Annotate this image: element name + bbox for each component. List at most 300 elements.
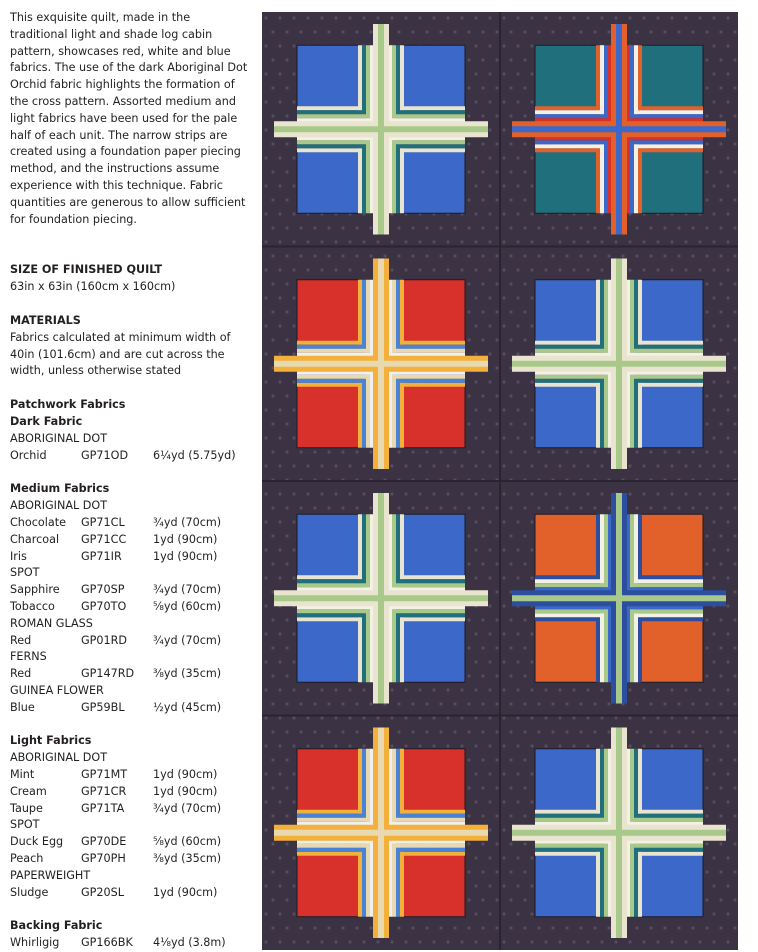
fabric-dot (502, 156, 505, 159)
fabric-dot (684, 744, 687, 747)
fabric-dot (418, 940, 421, 943)
fabric-dot (418, 268, 421, 271)
log-strip (400, 106, 465, 110)
fabric-dot (481, 646, 484, 649)
fabric-dot (271, 926, 274, 929)
fabric-row (10, 515, 250, 532)
fabric-dot (264, 604, 267, 607)
fabric-dot (502, 548, 505, 551)
fabric-dot (712, 688, 715, 691)
fabric-dot (292, 716, 295, 719)
fabric-dot (271, 814, 274, 817)
fabric-dot (467, 422, 470, 425)
fabric-dot (285, 898, 288, 901)
fabric-dot (481, 814, 484, 817)
fabric-dot (691, 450, 694, 453)
fabric-dot (726, 744, 729, 747)
log-strip (297, 617, 362, 621)
log-strip (535, 106, 600, 110)
fabric-dot (726, 16, 729, 19)
log-strip (638, 341, 703, 345)
log-cabin-center (641, 620, 703, 682)
fabric-dot (495, 870, 498, 873)
fabric-dot (271, 842, 274, 845)
fabric-dot (292, 744, 295, 747)
fabric-dot (733, 226, 736, 229)
fabric-dot (467, 814, 470, 817)
fabric-dot (530, 352, 533, 355)
fabric-dot (502, 184, 505, 187)
log-cabin-center (641, 45, 703, 107)
fabric-dot (719, 254, 722, 257)
fabric-dot (523, 926, 526, 929)
fabric-dot (495, 422, 498, 425)
log-strip (400, 383, 465, 387)
fabric-dot (712, 464, 715, 467)
fabric-dot (523, 674, 526, 677)
fabric-dot (320, 240, 323, 243)
fabric-dot (530, 72, 533, 75)
fabric-dot (726, 604, 729, 607)
fabric-dot (355, 450, 358, 453)
fabric-dot (656, 688, 659, 691)
fabric-dot (292, 408, 295, 411)
fabric-dot (474, 72, 477, 75)
fabric-dot (285, 562, 288, 565)
log-strip (400, 280, 404, 345)
fabric-dot (516, 856, 519, 859)
log-strip (638, 45, 642, 110)
fabric-dot (474, 296, 477, 299)
fabric-dot (320, 16, 323, 19)
fabric-dot (474, 380, 477, 383)
fabric-dot (285, 450, 288, 453)
fabric-dot (488, 240, 491, 243)
fabric-dot (649, 450, 652, 453)
fabric-dot (467, 506, 470, 509)
fabric-dot (698, 492, 701, 495)
log-strip (358, 280, 362, 345)
fabric-dot (635, 926, 638, 929)
fabric-dot (292, 212, 295, 215)
fabric-dot (425, 926, 428, 929)
log-strip (400, 514, 404, 579)
fabric-dot (453, 226, 456, 229)
fabric-dot (516, 632, 519, 635)
fabric-dot (467, 450, 470, 453)
log-strip (392, 514, 396, 587)
fabric-dot (621, 254, 624, 257)
log-strip (400, 617, 465, 621)
fabric-dot (320, 492, 323, 495)
fabric-dot (593, 226, 596, 229)
log-strip (392, 749, 396, 822)
fabric-dot (530, 772, 533, 775)
fabric-dot (712, 436, 715, 439)
fabric-dot (348, 16, 351, 19)
log-strip (400, 617, 404, 682)
log-strip (535, 852, 600, 856)
fabric-dot (663, 226, 666, 229)
fabric-dot (467, 254, 470, 257)
fabric-dot (278, 940, 281, 943)
fabric-dot (418, 492, 421, 495)
fabric-dot (299, 506, 302, 509)
fabric-dot (712, 800, 715, 803)
fabric-dot (586, 940, 589, 943)
fabric-dot (551, 506, 554, 509)
log-strip (634, 848, 638, 917)
fabric-dot (502, 688, 505, 691)
fabric-dot (481, 394, 484, 397)
fabric-dot (432, 940, 435, 943)
fabric-dot (523, 254, 526, 257)
fabric-dot (607, 254, 610, 257)
fabric-dot (572, 744, 575, 747)
fabric-dot (446, 492, 449, 495)
fabric-quantity: 6¼yd (5.75yd) (153, 448, 236, 462)
fabric-dot (264, 100, 267, 103)
fabric-dot (495, 338, 498, 341)
fabric-dot (530, 940, 533, 943)
fabric-dot (726, 436, 729, 439)
fabric-dot (453, 450, 456, 453)
fabric-dot (467, 674, 470, 677)
fabric-dot (467, 534, 470, 537)
fabric-dot (530, 856, 533, 859)
log-strip (630, 844, 703, 848)
log-strip (604, 514, 608, 587)
fabric-dot (474, 436, 477, 439)
fabric-dot (278, 268, 281, 271)
fabric-dot (502, 884, 505, 887)
fabric-dot (614, 16, 617, 19)
fabric-dot (530, 436, 533, 439)
fabric-dot (733, 730, 736, 733)
fabric-dot (467, 646, 470, 649)
medium-heading: Medium Fabrics (10, 482, 110, 496)
fabric-dot (278, 240, 281, 243)
fabric-dot (726, 828, 729, 831)
fabric-dot (481, 198, 484, 201)
fabric-dot (341, 506, 344, 509)
fabric-dot (481, 702, 484, 705)
fabric-dot (698, 744, 701, 747)
cross-strip-horizontal (274, 361, 488, 367)
log-strip (535, 617, 600, 621)
fabric-dot (677, 30, 680, 33)
fabric-dot (600, 492, 603, 495)
fabric-dot (488, 436, 491, 439)
fabric-dot (502, 912, 505, 915)
fabric-dot (572, 940, 575, 943)
log-strip (297, 844, 370, 848)
fabric-quantity: 1yd (90cm) (153, 549, 218, 563)
fabric-dot (285, 506, 288, 509)
fabric-dot (677, 506, 680, 509)
log-strip (297, 148, 362, 152)
fabric-quantity: ¾yd (70cm) (153, 801, 222, 815)
fabric-group-name: SPOT (10, 566, 40, 580)
fabric-dot (733, 506, 736, 509)
log-strip (630, 375, 703, 379)
fabric-dot (292, 688, 295, 691)
fabric-dot (705, 786, 708, 789)
fabric-dot (488, 352, 491, 355)
fabric-dot (474, 156, 477, 159)
fabric-dot (677, 450, 680, 453)
fabric-dot (509, 254, 512, 257)
fabric-dot (516, 520, 519, 523)
fabric-dot (726, 576, 729, 579)
fabric-dot (726, 688, 729, 691)
fabric-dot (481, 226, 484, 229)
log-cabin-center (535, 749, 597, 811)
fabric-dot (313, 30, 316, 33)
fabric-dot (719, 702, 722, 705)
fabric-dot (516, 464, 519, 467)
fabric-dot (600, 744, 603, 747)
fabric-dot (264, 492, 267, 495)
fabric-dot (558, 240, 561, 243)
fabric-dot (705, 30, 708, 33)
fabric-dot (509, 422, 512, 425)
fabric-group-name: ABORIGINAL DOT (10, 431, 108, 445)
log-strip (400, 148, 404, 213)
fabric-dot (264, 296, 267, 299)
fabric-dot (733, 590, 736, 593)
fabric-dot (467, 142, 470, 145)
log-strip (297, 383, 362, 387)
fabric-dot (523, 226, 526, 229)
fabric-dot (488, 16, 491, 19)
fabric-dot (509, 898, 512, 901)
fabric-dot (488, 520, 491, 523)
fabric-code: GP59BL (81, 700, 125, 714)
log-strip (396, 613, 465, 617)
fabric-dot (348, 744, 351, 747)
fabric-dot (418, 464, 421, 467)
fabric-dot (502, 380, 505, 383)
fabric-dot (712, 16, 715, 19)
fabric-name: Charcoal (10, 532, 60, 546)
fabric-dot (495, 58, 498, 61)
fabric-dot (397, 254, 400, 257)
fabric-dot (509, 786, 512, 789)
fabric-dot (726, 184, 729, 187)
fabric-dot (670, 716, 673, 719)
fabric-dot (607, 730, 610, 733)
fabric-dot (432, 16, 435, 19)
fabric-dot (495, 142, 498, 145)
log-cabin-center (403, 280, 465, 342)
fabric-row (10, 885, 250, 902)
fabric-dot (481, 562, 484, 565)
fabric-dot (278, 380, 281, 383)
log-strip (634, 749, 638, 818)
log-strip (638, 617, 703, 621)
fabric-code: GP70DE (81, 835, 127, 849)
fabric-dot (516, 884, 519, 887)
fabric-dot (502, 352, 505, 355)
fabric-dot (488, 324, 491, 327)
fabric-dot (474, 492, 477, 495)
log-strip (535, 814, 604, 818)
fabric-dot (523, 58, 526, 61)
fabric-dot (313, 226, 316, 229)
log-cabin-center (297, 151, 359, 213)
fabric-dot (502, 800, 505, 803)
fabric-dot (474, 772, 477, 775)
fabric-code: GP70SP (81, 583, 125, 597)
fabric-dot (495, 86, 498, 89)
fabric-dot (516, 240, 519, 243)
fabric-dot (285, 842, 288, 845)
log-strip (596, 383, 600, 448)
fabric-dot (509, 338, 512, 341)
fabric-quantity: ⅜yd (35cm) (153, 852, 222, 866)
fabric-dot (348, 688, 351, 691)
size-heading: SIZE OF FINISHED QUILT (10, 263, 163, 277)
fabric-dot (656, 16, 659, 19)
fabric-dot (663, 254, 666, 257)
fabric-dot (418, 240, 421, 243)
fabric-dot (530, 576, 533, 579)
fabric-dot (551, 730, 554, 733)
log-strip (396, 144, 465, 148)
fabric-code: GP71TA (81, 801, 125, 815)
fabric-dot (481, 534, 484, 537)
log-strip (392, 609, 396, 682)
fabric-dot (516, 44, 519, 47)
fabric-dot (425, 702, 428, 705)
log-strip (297, 852, 362, 856)
log-strip (535, 379, 604, 383)
fabric-dot (733, 450, 736, 453)
fabric-row (10, 582, 250, 599)
fabric-dot (516, 576, 519, 579)
fabric-dot (509, 618, 512, 621)
fabric-dot (432, 492, 435, 495)
fabric-dot (362, 492, 365, 495)
fabric-dot (481, 758, 484, 761)
fabric-dot (509, 702, 512, 705)
fabric-name: Chocolate (10, 515, 66, 529)
fabric-dot (271, 254, 274, 257)
fabric-dot (544, 688, 547, 691)
fabric-dot (292, 156, 295, 159)
fabric-dot (292, 800, 295, 803)
fabric-dot (684, 940, 687, 943)
fabric-dot (719, 226, 722, 229)
fabric-dot (726, 912, 729, 915)
fabric-dot (278, 408, 281, 411)
fabric-dot (523, 702, 526, 705)
fabric-dot (292, 380, 295, 383)
fabric-dot (439, 926, 442, 929)
fabric-dot (327, 254, 330, 257)
fabric-dot (705, 450, 708, 453)
log-strip (392, 844, 396, 917)
fabric-dot (726, 128, 729, 131)
fabric-dot (726, 240, 729, 243)
log-strip (392, 140, 396, 213)
log-cabin-center (403, 514, 465, 576)
fabric-dot (733, 870, 736, 873)
fabric-dot (502, 296, 505, 299)
fabric-dot (565, 226, 568, 229)
fabric-dot (271, 142, 274, 145)
fabric-group-name: PAPERWEIGHT (10, 868, 91, 882)
fabric-dot (446, 268, 449, 271)
fabric-dot (691, 226, 694, 229)
log-strip (358, 45, 362, 110)
fabric-dot (264, 268, 267, 271)
log-strip (297, 341, 362, 345)
fabric-dot (712, 156, 715, 159)
fabric-dot (474, 884, 477, 887)
fabric-dot (467, 394, 470, 397)
fabric-dot (390, 940, 393, 943)
fabric-dot (593, 926, 596, 929)
log-strip (358, 148, 362, 213)
fabric-code: GP20SL (81, 885, 124, 899)
log-strip (297, 810, 362, 814)
fabric-dot (278, 156, 281, 159)
fabric-dot (600, 940, 603, 943)
fabric-dot (572, 268, 575, 271)
fabric-dot (495, 618, 498, 621)
log-strip (297, 818, 370, 822)
fabric-dot (488, 744, 491, 747)
fabric-dot (460, 492, 463, 495)
log-strip (358, 383, 362, 448)
fabric-dot (642, 240, 645, 243)
fabric-dot (523, 730, 526, 733)
fabric-dot (509, 310, 512, 313)
fabric-dot (523, 450, 526, 453)
fabric-dot (593, 506, 596, 509)
log-strip (535, 613, 604, 617)
log-strip (535, 844, 608, 848)
fabric-dot (411, 702, 414, 705)
fabric-dot (572, 464, 575, 467)
fabric-dot (502, 436, 505, 439)
fabric-dot (488, 884, 491, 887)
fabric-name: Peach (10, 852, 44, 866)
light-heading: Light Fabrics (10, 734, 92, 748)
fabric-dot (313, 506, 316, 509)
fabric-dot (278, 884, 281, 887)
fabric-dot (285, 226, 288, 229)
fabric-dot (712, 884, 715, 887)
fabric-dot (600, 268, 603, 271)
fabric-dot (488, 940, 491, 943)
fabric-dot (411, 450, 414, 453)
fabric-dot (404, 240, 407, 243)
fabric-dot (264, 660, 267, 663)
fabric-dot (460, 716, 463, 719)
fabric-quantity: ⅝yd (60cm) (153, 835, 222, 849)
fabric-dot (411, 730, 414, 733)
fabric-dot (705, 310, 708, 313)
fabric-dot (481, 618, 484, 621)
log-strip (604, 749, 608, 822)
fabric-dot (502, 492, 505, 495)
fabric-dot (481, 842, 484, 845)
log-strip (630, 45, 634, 118)
fabric-dot (327, 926, 330, 929)
